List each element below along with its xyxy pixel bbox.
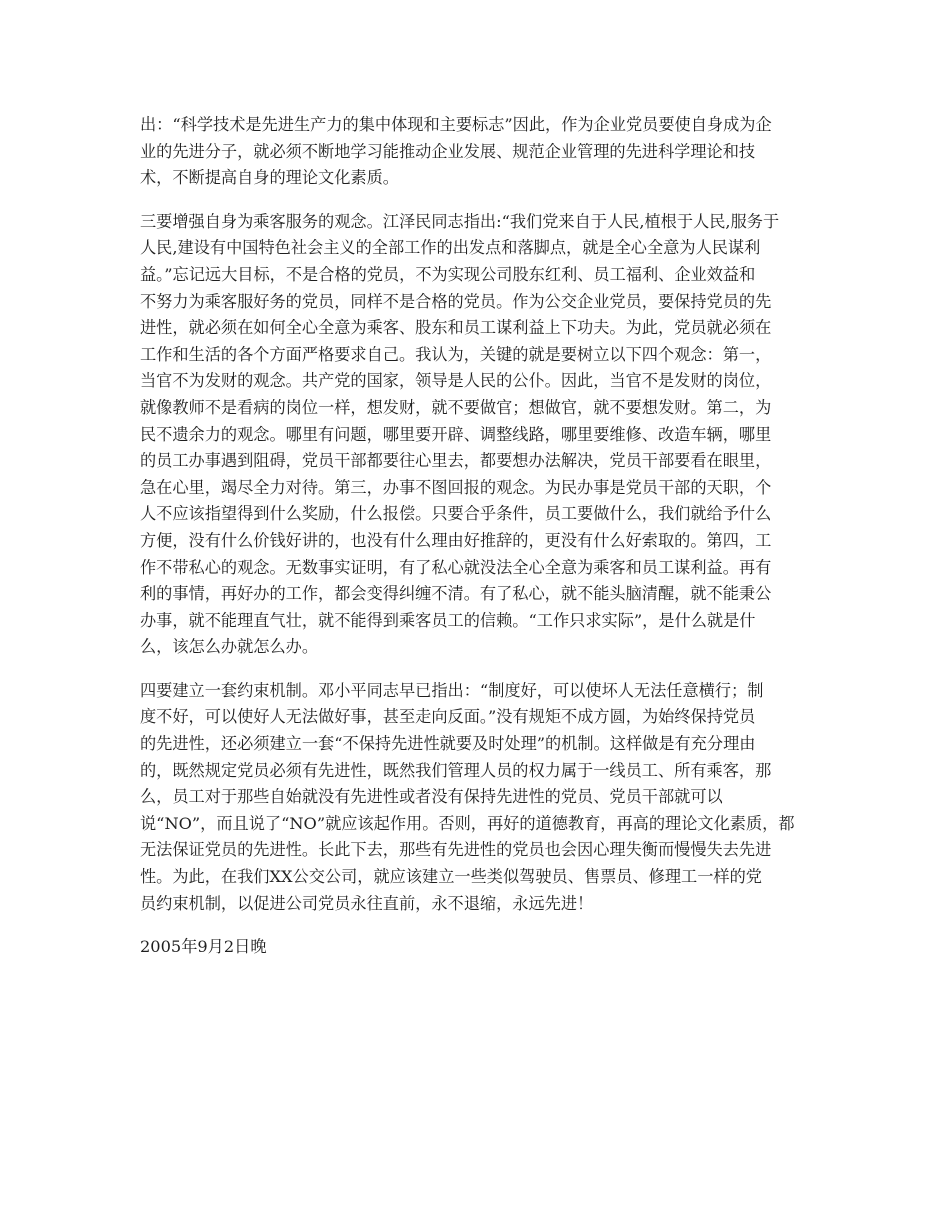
- text-line: 的先进性，还必须建立一套“不保持先进性就要及时处理”的机制。这样做是有充分理由: [140, 734, 756, 754]
- text-line: 三要增强自身为乘客服务的观念。江泽民同志指出:“我们党来自于人民,植根于人民,服务于: [140, 211, 780, 231]
- text-line: 益。”忘记远大目标，不是合格的党员，不为实现公司股东红利、员工福利、企业效益和: [140, 264, 756, 284]
- text-line: 么，该怎么办就怎么办。: [140, 637, 319, 657]
- text-line: 方便，没有什么价钱好讲的，也没有什么理由好推辞的，更没有什么好索取的。第四，工: [140, 530, 772, 550]
- date-line: 2005年9月2日晚: [140, 937, 267, 957]
- paragraph-science: [140, 112, 810, 192]
- text-line: 就像教师不是看病的岗位一样，想发财，就不要做官；想做官，就不要想发财。第二，为: [140, 397, 772, 417]
- paragraph-service: [140, 209, 810, 661]
- text-line: 业的先进分子，就必须不断地学习能推动企业发展、规范企业管理的先进科学理论和技: [140, 141, 756, 161]
- text-line: 的员工办事遇到阻碍，党员干部都要往心里去，都要想办法解决，党员干部要看在眼里，: [140, 451, 772, 471]
- text-line: 利的事情，再好办的工作，都会变得纠缠不清。有了私心，就不能头脑清醒，就不能秉公: [140, 584, 772, 604]
- paragraph-constraint: [140, 678, 810, 917]
- text-line: 无法保证党员的先进性。长此下去，那些有先进性的党员也会因心理失衡而慢慢失去先进: [140, 840, 772, 860]
- text-line: 么，员工对于那些自始就没有先进性或者没有保持先进性的党员、党员干部就可以: [140, 787, 723, 807]
- text-line: 民不遗余力的观念。哪里有问题，哪里要开辟、调整线路，哪里要维修、改造车辆，哪里: [140, 424, 772, 444]
- text-line: 四要建立一套约束机制。邓小平同志早已指出：“制度好，可以使坏人无法任意横行；制: [140, 680, 764, 700]
- text-line: 作不带私心的观念。无数事实证明，有了私心就没法全心全意为乘客和员工谋利益。再有: [140, 557, 772, 577]
- text-line: 当官不为发财的观念。共产党的国家，领导是人民的公仆。因此，当官不是发财的岗位，: [140, 371, 772, 391]
- text-line: 术，不断提高自身的理论文化素质。: [140, 168, 399, 188]
- text-line: 出：“科学技术是先进生产力的集中体现和主要标志”因此，作为企业党员要使自身成为企: [140, 115, 772, 134]
- text-line: 不努力为乘客服好务的党员，同样不是合格的党员。作为公交企业党员，要保持党员的先: [140, 291, 772, 311]
- text-line: 进性，就必须在如何全心全意为乘客、股东和员工谋利益上下功夫。为此，党员就必须在: [140, 318, 772, 338]
- text-line: 工作和生活的各个方面严格要求自己。我认为，关键的就是要树立以下四个观念：第一，: [140, 344, 772, 364]
- text-line: 人不应该指望得到什么奖励，什么报偿。只要合乎条件，员工要做什么，我们就给予什么: [140, 504, 772, 524]
- text-line: 人民,建设有中国特色社会主义的全部工作的出发点和落脚点，就是全心全意为人民谋利: [140, 238, 761, 258]
- text-line: 急在心里，竭尽全力对待。第三，办事不图回报的观念。为民办事是党员干部的天职，个: [140, 477, 772, 497]
- text-line: 说“NO”，而且说了“NO”就应该起作用。否则，再好的道德教育，再高的理论文化素质，都: [140, 813, 795, 833]
- text-line: 员约束机制，以促进公司党员永往直前，永不退缩，永远先进！: [140, 893, 594, 913]
- text-line: 度不好，可以使好人无法做好事，甚至走向反面。”没有规矩不成方圆，为始终保持党员: [140, 707, 756, 727]
- text-line: 性。为此，在我们XX公交公司，就应该建立一些类似驾驶员、售票员、修理工一样的党: [140, 867, 762, 887]
- text-line: 的，既然规定党员必须有先进性，既然我们管理人员的权力属于一线员工、所有乘客，那: [140, 760, 772, 780]
- document-body: [140, 112, 810, 978]
- text-line: 办事，就不能理直气壮，就不能得到乘客员工的信赖。“工作只求实际”，是什么就是什: [140, 610, 756, 630]
